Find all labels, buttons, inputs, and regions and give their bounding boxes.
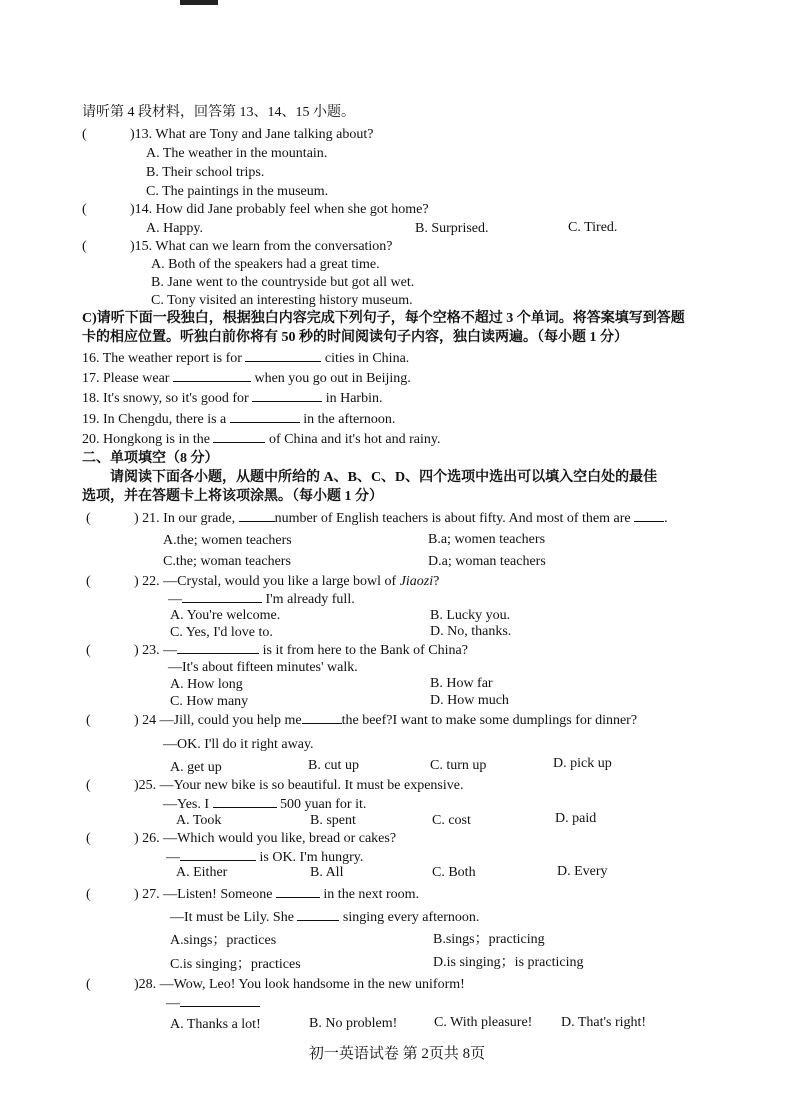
q13-option-c: C. The paintings in the museum. — [146, 184, 329, 199]
q14-option-c: C. Tired. — [568, 220, 618, 235]
partc-instruction-1: C)请听下面一段独白，根据独白内容完成下列句子，每个空格不超过 3 个单词。将答案填写到答题 — [82, 311, 685, 326]
q21-option-d: D.a; woman teachers — [428, 554, 546, 569]
q13-option-a: A. The weather in the mountain. — [146, 146, 328, 161]
page-footer: 初一英语试卷 第 2页共 8页 — [308, 1046, 486, 1062]
q28-option-b: B. No problem! — [309, 1016, 398, 1031]
q21-option-b: B.a; women teachers — [428, 532, 546, 547]
q25-option-c: C. cost — [432, 813, 471, 828]
q26-option-d: D. Every — [557, 864, 608, 879]
q14-option-b: B. Surprised. — [415, 221, 489, 236]
q22-reply: — I'm already full. — [168, 592, 355, 607]
q23-option-b: B. How far — [430, 676, 493, 691]
q23-option-d: D. How much — [430, 693, 509, 708]
q24: ( ) 24 —Jill, could you help me the beef?I want to make some dumplings for dinner? — [86, 713, 638, 728]
q15-option-c: C. Tony visited an interesting history museum. — [151, 293, 413, 308]
q18: 18. It's snowy, so it's good for in Harbin. — [82, 391, 383, 406]
section2-instruction-1: 请阅读下面各小题，从题中所给的 A、B、C、D、四个选项中选出可以填入空白处的最佳 — [110, 470, 658, 485]
q28-option-d: D. That's right! — [561, 1015, 647, 1030]
q27: ( ) 27. —Listen! Someone in the next room. — [86, 887, 420, 902]
q15-option-b: B. Jane went to the countryside but got all wet. — [151, 275, 415, 290]
q16: 16. The weather report is for cities in China. — [82, 351, 410, 366]
q22: ( ) 22. —Crystal, would you like a large bowl of Jiaozi? — [86, 574, 440, 589]
q26-option-b: B. All — [310, 865, 344, 880]
q21-option-c: C.the; woman teachers — [163, 554, 291, 569]
q22-option-b: B. Lucky you. — [430, 608, 511, 623]
q27-option-d: D.is singing；is practicing — [433, 955, 584, 970]
q27-option-c: C.is singing；practices — [170, 957, 301, 972]
q20: 20. Hongkong is in the of China and it's hot and rainy. — [82, 432, 441, 447]
partc-instruction-2: 卡的相应位置。听独白前你将有 50 秒的时间阅读句子内容，独白读两遍。（每小题 1 分） — [82, 330, 628, 345]
q17: 17. Please wear when you go out in Beijing. — [82, 371, 411, 386]
q28: ( )28. —Wow, Leo! You look handsome in the new uniform! — [86, 977, 465, 992]
section2-title: 二、单项填空（8 分） — [82, 451, 219, 466]
q27-option-b: B.sings；practicing — [433, 932, 545, 947]
q13-option-b: B. Their school trips. — [146, 165, 265, 180]
q26: ( ) 26. —Which would you like, bread or cakes? — [86, 831, 397, 846]
q25-option-a: A. Took — [176, 813, 222, 828]
q14: ( )14. How did Jane probably feel when she got home? — [82, 202, 429, 217]
q22-option-d: D. No, thanks. — [430, 624, 512, 639]
section4-intro: 请听第 4 段材料，回答第 13、14、15 小题。 — [82, 105, 355, 120]
q14-option-a: A. Happy. — [146, 221, 204, 236]
q26-option-c: C. Both — [432, 865, 476, 880]
q28-option-c: C. With pleasure! — [434, 1015, 533, 1030]
q26-option-a: A. Either — [176, 865, 228, 880]
q24-option-c: C. turn up — [430, 758, 487, 773]
q24-option-a: A. get up — [170, 760, 222, 775]
q28-option-a: A. Thanks a lot! — [170, 1017, 261, 1032]
q26-reply: — is OK. I'm hungry. — [166, 850, 364, 865]
q25-option-b: B. spent — [310, 813, 356, 828]
q24-option-d: D. pick up — [553, 756, 612, 771]
q21: ( ) 21. In our grade, number of English teachers is about fifty. And most of them are . — [86, 511, 668, 526]
q23-option-a: A. How long — [170, 677, 243, 692]
q22-option-c: C. Yes, I'd love to. — [170, 625, 273, 640]
q23-option-c: C. How many — [170, 694, 249, 709]
section2-instruction-2: 选项，并在答题卡上将该项涂黑。（每小题 1 分） — [82, 489, 383, 504]
q25: ( )25. —Your new bike is so beautiful. It must be expensive. — [86, 778, 464, 793]
q24-reply: —OK. I'll do it right away. — [163, 737, 314, 752]
q23: ( ) 23. — is it from here to the Bank of China? — [86, 643, 468, 658]
q27-option-a: A.sings；practices — [170, 933, 277, 948]
scan-mark — [180, 0, 218, 5]
q28-reply: — — [166, 994, 260, 1013]
q25-option-d: D. paid — [555, 811, 597, 826]
q25-reply: —Yes. I 500 yuan for it. — [163, 797, 367, 812]
q15-option-a: A. Both of the speakers had a great time. — [151, 257, 380, 272]
q22-option-a: A. You're welcome. — [170, 608, 281, 623]
q23-reply: —It's about fifteen minutes' walk. — [168, 660, 358, 675]
q27-reply: —It must be Lily. She singing every afternoon. — [170, 910, 480, 925]
q19: 19. In Chengdu, there is a in the afternoon. — [82, 412, 396, 427]
q21-option-a: A.the; women teachers — [163, 533, 292, 548]
q24-option-b: B. cut up — [308, 758, 359, 773]
q15: ( )15. What can we learn from the conversation? — [82, 239, 393, 254]
q13: ( )13. What are Tony and Jane talking about? — [82, 127, 374, 142]
